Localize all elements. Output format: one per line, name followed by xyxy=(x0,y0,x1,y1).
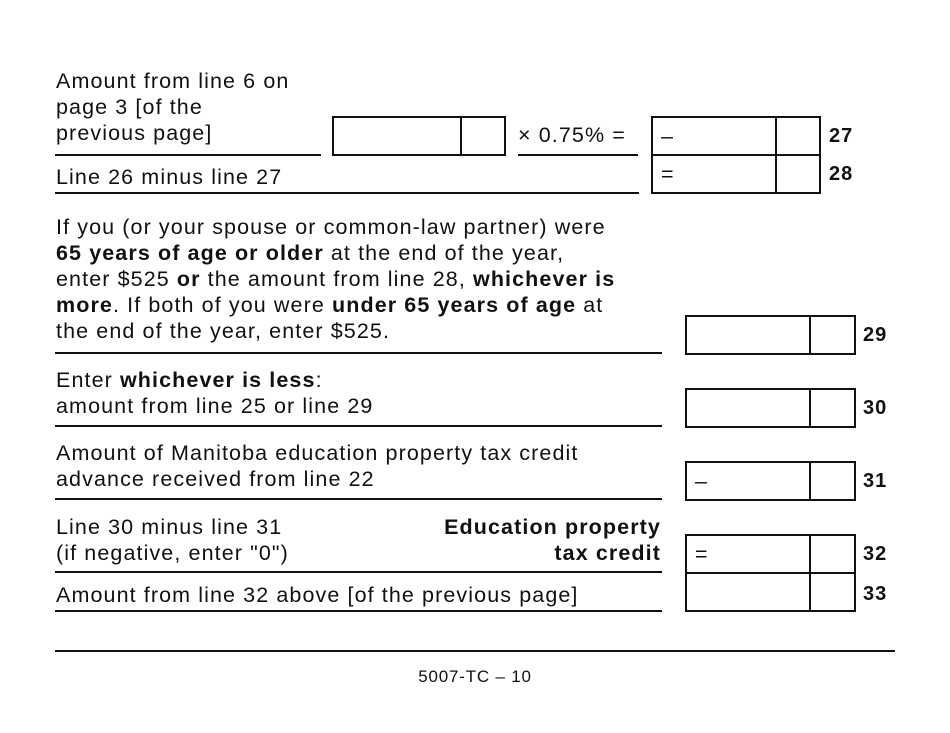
minus-sign: – xyxy=(661,123,675,148)
line29-input-cents[interactable] xyxy=(809,317,854,353)
line30-text-line1: Enter whichever is less: xyxy=(56,368,323,392)
line27-multiplier-underline xyxy=(518,154,638,156)
line28-label: Line 26 minus line 27 xyxy=(56,165,283,189)
line32-title-line1: Education property xyxy=(444,515,661,539)
line32-instructions xyxy=(56,514,289,566)
line27-result-field[interactable] xyxy=(651,116,821,156)
line29-input-field[interactable] xyxy=(685,315,856,355)
line27-result-cents[interactable] xyxy=(775,118,819,154)
line27-input-cents[interactable] xyxy=(460,118,504,154)
line29-underline xyxy=(55,352,662,354)
line30-input-cents[interactable] xyxy=(809,390,854,426)
line33-input-field[interactable] xyxy=(685,572,856,612)
line27-label-underline xyxy=(55,154,321,156)
line29-text-line2: 65 years of age or older at the end of the year, xyxy=(56,241,565,265)
line29-text-line4: more. If both of you were under 65 years of age at xyxy=(56,293,604,317)
line27-result-dollars[interactable] xyxy=(653,118,775,154)
line32-title-line2: tax credit xyxy=(554,541,661,565)
line-number-30: 30 xyxy=(863,397,888,419)
form-identifier: 5007-TC – 10 xyxy=(418,667,532,686)
line30-input-dollars[interactable] xyxy=(687,390,809,426)
line30-input-field[interactable] xyxy=(685,388,856,428)
footer-divider xyxy=(55,650,895,652)
line29-text-line1: If you (or your spouse or common-law partner) were xyxy=(56,215,606,239)
line33-input-dollars[interactable] xyxy=(687,574,809,610)
equals-sign: = xyxy=(695,541,709,566)
equals-sign: = xyxy=(661,161,675,186)
line29-text-line3: enter $525 or the amount from line 28, whichever is xyxy=(56,267,616,291)
line31-instructions xyxy=(56,440,578,492)
line33-input-cents[interactable] xyxy=(809,574,854,610)
line32-text-line1: Line 30 minus line 31 xyxy=(56,515,283,539)
line27-label-line2: page 3 [of the xyxy=(56,95,203,119)
line-number-28: 28 xyxy=(829,163,854,185)
line31-input-cents[interactable] xyxy=(809,463,854,499)
line32-result-cents[interactable] xyxy=(809,536,854,572)
line30-underline xyxy=(55,425,662,427)
line32-result-field[interactable] xyxy=(685,534,856,574)
line31-input-field[interactable] xyxy=(685,461,856,501)
line31-underline xyxy=(55,498,662,500)
line31-text-line2: advance received from line 22 xyxy=(56,467,375,491)
line29-text-line5: the end of the year, enter $525. xyxy=(56,319,391,343)
line-number-27: 27 xyxy=(829,125,854,147)
line32-title xyxy=(444,514,661,566)
line27-label xyxy=(56,68,289,146)
line-number-29: 29 xyxy=(863,324,888,346)
line32-underline xyxy=(55,571,662,573)
line31-text-line1: Amount of Manitoba education property tax credit xyxy=(56,441,579,465)
line27-input-dollars[interactable] xyxy=(334,118,460,154)
line29-instructions xyxy=(56,214,615,344)
line30-instructions xyxy=(56,367,373,419)
line-number-33: 33 xyxy=(863,583,888,605)
line29-input-dollars[interactable] xyxy=(687,317,809,353)
line27-label-line1: Amount from line 6 on xyxy=(56,69,290,93)
line32-text-line2: (if negative, enter "0") xyxy=(56,541,289,565)
line-number-31: 31 xyxy=(863,470,888,492)
line28-result-dollars[interactable] xyxy=(653,156,775,192)
line33-underline xyxy=(55,610,662,612)
minus-sign: – xyxy=(695,468,709,493)
line30-text-line2: amount from line 25 or line 29 xyxy=(56,394,374,418)
line33-label: Amount from line 32 above [of the previous page] xyxy=(56,583,579,607)
line31-input-dollars[interactable] xyxy=(687,463,809,499)
line28-underline xyxy=(55,192,639,194)
line28-result-cents[interactable] xyxy=(775,156,819,192)
line27-input-field[interactable] xyxy=(332,116,506,156)
line32-result-dollars[interactable] xyxy=(687,536,809,572)
line27-label-line3: previous page] xyxy=(56,121,213,145)
line-number-32: 32 xyxy=(863,543,888,565)
line28-result-field[interactable] xyxy=(651,154,821,194)
line27-multiplier: × 0.75% = xyxy=(518,123,626,147)
